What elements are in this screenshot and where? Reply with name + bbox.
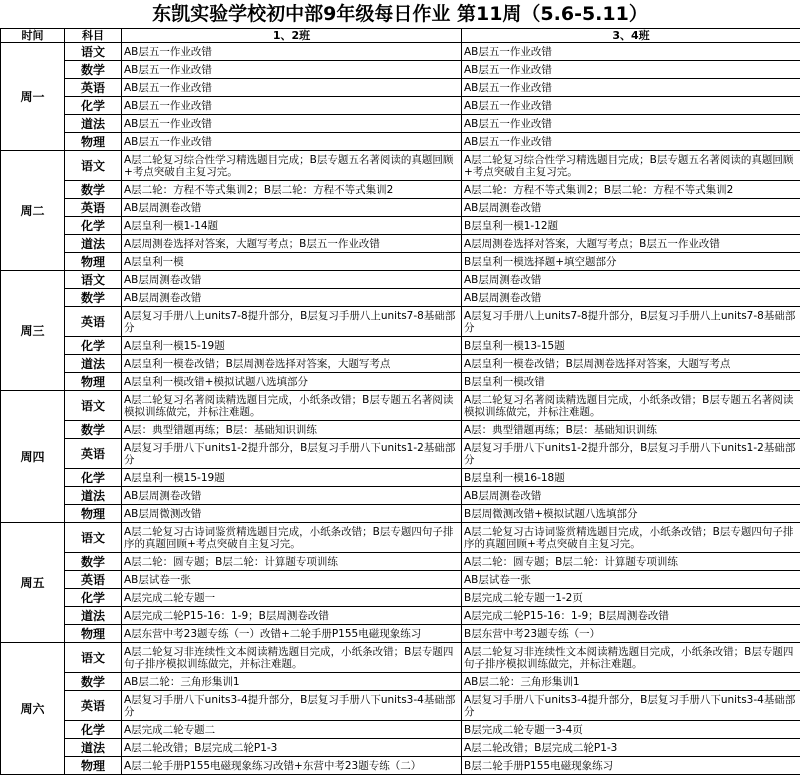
homework-cell-class-3-4: A层复习手册八下units1-2提升部分，B层复习手册八下units1-2基础部分 bbox=[462, 439, 800, 469]
subject-cell: 语文 bbox=[65, 643, 122, 673]
homework-cell-class-1-2: AB层周测卷改错 bbox=[122, 487, 462, 505]
homework-cell-class-3-4: A层二轮复习古诗词鉴赏精选题目完成，小纸条改错；B层专题四句子排序的真题回顾+考点突破自主复习完。 bbox=[462, 523, 800, 553]
day-cell: 周三 bbox=[1, 271, 65, 391]
subject-cell: 语文 bbox=[65, 271, 122, 289]
homework-cell-class-1-2: A层皇利一模1-14题 bbox=[122, 217, 462, 235]
homework-cell-class-3-4: AB层五一作业改错 bbox=[462, 133, 800, 151]
table-row bbox=[1, 673, 800, 691]
table-row bbox=[1, 553, 800, 571]
homework-cell-class-1-2: AB层试卷一张 bbox=[122, 571, 462, 589]
homework-cell-class-3-4: AB层五一作业改错 bbox=[462, 115, 800, 133]
table-row bbox=[1, 133, 800, 151]
subject-cell: 物理 bbox=[65, 373, 122, 391]
table-row bbox=[1, 757, 800, 775]
homework-cell-class-3-4: A层二轮复习综合性学习精选题目完成；B层专题五名著阅读的真题回顾+考点突破自主复习完。 bbox=[462, 151, 800, 181]
homework-cell-class-3-4: B层完成二轮专题一1-2页 bbox=[462, 589, 800, 607]
homework-cell-class-1-2: A层复习手册八下units1-2提升部分，B层复习手册八下units1-2基础部分 bbox=[122, 439, 462, 469]
subject-cell: 物理 bbox=[65, 625, 122, 643]
table-row bbox=[1, 523, 800, 553]
table-row bbox=[1, 571, 800, 589]
subject-cell: 语文 bbox=[65, 43, 122, 61]
day-cell: 周二 bbox=[1, 151, 65, 271]
homework-cell-class-3-4: B层皇利一模16-18题 bbox=[462, 469, 800, 487]
subject-cell: 数学 bbox=[65, 61, 122, 79]
homework-cell-class-1-2: AB层周测卷改错 bbox=[122, 199, 462, 217]
subject-cell: 化学 bbox=[65, 337, 122, 355]
homework-cell-class-1-2: A层复习手册八下units3-4提升部分，B层复习手册八下units3-4基础部分 bbox=[122, 691, 462, 721]
table-row bbox=[1, 721, 800, 739]
homework-cell-class-3-4: B层周微测改错+模拟试题八选填部分 bbox=[462, 505, 800, 523]
subject-cell: 英语 bbox=[65, 571, 122, 589]
homework-cell-class-1-2: A层二轮改错；B层完成二轮P1-3 bbox=[122, 739, 462, 757]
table-row bbox=[1, 307, 800, 337]
subject-cell: 数学 bbox=[65, 553, 122, 571]
subject-cell: 道法 bbox=[65, 355, 122, 373]
homework-cell-class-1-2: A层皇利一模改错+模拟试题八选填部分 bbox=[122, 373, 462, 391]
homework-cell-class-1-2: A层二轮手册P155电磁现象练习改错+东营中考23题专练（二） bbox=[122, 757, 462, 775]
table-row bbox=[1, 115, 800, 133]
homework-cell-class-3-4: B层完成二轮专题一3-4页 bbox=[462, 721, 800, 739]
homework-cell-class-1-2: A层二轮：圆专题；B层二轮：计算题专项训练 bbox=[122, 553, 462, 571]
homework-cell-class-1-2: AB层周测卷改错 bbox=[122, 271, 462, 289]
table-row bbox=[1, 391, 800, 421]
homework-cell-class-3-4: A层完成二轮P15-16：1-9；B层周测卷改错 bbox=[462, 607, 800, 625]
header-time: 时间 bbox=[1, 29, 65, 43]
homework-cell-class-3-4: AB层周测卷改错 bbox=[462, 271, 800, 289]
subject-cell: 道法 bbox=[65, 487, 122, 505]
table-row bbox=[1, 97, 800, 115]
subject-cell: 物理 bbox=[65, 253, 122, 271]
homework-cell-class-1-2: AB层五一作业改错 bbox=[122, 97, 462, 115]
homework-cell-class-1-2: A层二轮：方程不等式集训2；B层二轮：方程不等式集训2 bbox=[122, 181, 462, 199]
homework-cell-class-3-4: B层东营中考23题专练（一） bbox=[462, 625, 800, 643]
homework-cell-class-3-4: AB层五一作业改错 bbox=[462, 97, 800, 115]
subject-cell: 语文 bbox=[65, 523, 122, 553]
homework-cell-class-1-2: A层东营中考23题专练（一）改错+二轮手册P155电磁现象练习 bbox=[122, 625, 462, 643]
homework-cell-class-3-4: AB层二轮：三角形集训1 bbox=[462, 673, 800, 691]
homework-cell-class-1-2: AB层周微测改错 bbox=[122, 505, 462, 523]
homework-cell-class-3-4: A层：典型错题再练；B层：基础知识训练 bbox=[462, 421, 800, 439]
homework-cell-class-1-2: A层皇利一模卷改错；B层周测卷选择对答案，大题写考点 bbox=[122, 355, 462, 373]
table-row bbox=[1, 289, 800, 307]
header-subject: 科目 bbox=[65, 29, 122, 43]
subject-cell: 化学 bbox=[65, 217, 122, 235]
subject-cell: 化学 bbox=[65, 469, 122, 487]
table-row bbox=[1, 505, 800, 523]
subject-cell: 数学 bbox=[65, 421, 122, 439]
homework-cell-class-1-2: A层二轮复习综合性学习精选题目完成；B层专题五名著阅读的真题回顾+考点突破自主复习完。 bbox=[122, 151, 462, 181]
table-row bbox=[1, 79, 800, 97]
homework-cell-class-3-4: A层二轮复习非连续性文本阅读精选题目完成，小纸条改错；B层专题四句子排序模拟训练做完，并标注难题。 bbox=[462, 643, 800, 673]
header-class-1-2: 1、2班 bbox=[122, 29, 462, 43]
table-row bbox=[1, 355, 800, 373]
homework-cell-class-3-4: A层复习手册八上units7-8提升部分，B层复习手册八上units7-8基础部分 bbox=[462, 307, 800, 337]
subject-cell: 化学 bbox=[65, 97, 122, 115]
table-row bbox=[1, 373, 800, 391]
homework-cell-class-1-2: A层完成二轮专题二 bbox=[122, 721, 462, 739]
subject-cell: 道法 bbox=[65, 115, 122, 133]
homework-cell-class-1-2: A层二轮复习名著阅读精选题目完成，小纸条改错；B层专题五名著阅读模拟训练做完，并标注难题。 bbox=[122, 391, 462, 421]
table-row bbox=[1, 181, 800, 199]
subject-cell: 英语 bbox=[65, 79, 122, 97]
table-row bbox=[1, 739, 800, 757]
homework-cell-class-3-4: A层皇利一模卷改错；B层周测卷选择对答案，大题写考点 bbox=[462, 355, 800, 373]
table-row bbox=[1, 217, 800, 235]
table-row bbox=[1, 421, 800, 439]
table-row bbox=[1, 151, 800, 181]
homework-cell-class-1-2: AB层五一作业改错 bbox=[122, 79, 462, 97]
table-row bbox=[1, 589, 800, 607]
homework-cell-class-1-2: AB层五一作业改错 bbox=[122, 133, 462, 151]
homework-cell-class-3-4: A层复习手册八下units3-4提升部分，B层复习手册八下units3-4基础部分 bbox=[462, 691, 800, 721]
day-cell: 周一 bbox=[1, 43, 65, 151]
table-row bbox=[1, 43, 800, 61]
homework-cell-class-1-2: A层：典型错题再练；B层：基础知识训练 bbox=[122, 421, 462, 439]
table-body bbox=[1, 43, 800, 775]
homework-cell-class-3-4: AB层周测卷改错 bbox=[462, 487, 800, 505]
day-cell: 周六 bbox=[1, 643, 65, 775]
homework-cell-class-3-4: AB层五一作业改错 bbox=[462, 79, 800, 97]
homework-cell-class-3-4: AB层五一作业改错 bbox=[462, 43, 800, 61]
homework-cell-class-1-2: A层完成二轮P15-16：1-9；B层周测卷改错 bbox=[122, 607, 462, 625]
homework-cell-class-1-2: A层复习手册八上units7-8提升部分，B层复习手册八上units7-8基础部分 bbox=[122, 307, 462, 337]
subject-cell: 道法 bbox=[65, 739, 122, 757]
homework-cell-class-1-2: A层皇利一模 bbox=[122, 253, 462, 271]
subject-cell: 物理 bbox=[65, 133, 122, 151]
table-row bbox=[1, 607, 800, 625]
homework-cell-class-3-4: A层二轮：方程不等式集训2；B层二轮：方程不等式集训2 bbox=[462, 181, 800, 199]
homework-cell-class-1-2: AB层五一作业改错 bbox=[122, 43, 462, 61]
subject-cell: 英语 bbox=[65, 307, 122, 337]
homework-cell-class-3-4: AB层周测卷改错 bbox=[462, 199, 800, 217]
homework-cell-class-1-2: AB层二轮：三角形集训1 bbox=[122, 673, 462, 691]
table-row bbox=[1, 691, 800, 721]
table-row bbox=[1, 487, 800, 505]
homework-cell-class-3-4: B层二轮手册P155电磁现象练习 bbox=[462, 757, 800, 775]
subject-cell: 化学 bbox=[65, 589, 122, 607]
homework-cell-class-1-2: A层周测卷选择对答案，大题写考点；B层五一作业改错 bbox=[122, 235, 462, 253]
homework-cell-class-3-4: A层二轮：圆专题；B层二轮：计算题专项训练 bbox=[462, 553, 800, 571]
homework-cell-class-1-2: A层二轮复习非连续性文本阅读精选题目完成，小纸条改错；B层专题四句子排序模拟训练做完，并标注难题。 bbox=[122, 643, 462, 673]
subject-cell: 英语 bbox=[65, 439, 122, 469]
subject-cell: 数学 bbox=[65, 181, 122, 199]
table-row bbox=[1, 469, 800, 487]
homework-cell-class-3-4: B层皇利一模1-12题 bbox=[462, 217, 800, 235]
table-row bbox=[1, 439, 800, 469]
subject-cell: 物理 bbox=[65, 505, 122, 523]
page-title: 东凯实验学校初中部9年级每日作业 第11周（5.6-5.11） bbox=[0, 0, 800, 28]
header-class-3-4: 3、4班 bbox=[462, 29, 800, 43]
subject-cell: 语文 bbox=[65, 391, 122, 421]
homework-cell-class-1-2: AB层五一作业改错 bbox=[122, 61, 462, 79]
subject-cell: 道法 bbox=[65, 607, 122, 625]
table-row bbox=[1, 253, 800, 271]
homework-cell-class-1-2: A层皇利一模15-19题 bbox=[122, 337, 462, 355]
subject-cell: 数学 bbox=[65, 289, 122, 307]
table-row bbox=[1, 337, 800, 355]
subject-cell: 语文 bbox=[65, 151, 122, 181]
subject-cell: 英语 bbox=[65, 691, 122, 721]
homework-cell-class-3-4: AB层试卷一张 bbox=[462, 571, 800, 589]
homework-cell-class-1-2: AB层五一作业改错 bbox=[122, 115, 462, 133]
homework-cell-class-1-2: A层皇利一模15-19题 bbox=[122, 469, 462, 487]
table-row bbox=[1, 61, 800, 79]
homework-cell-class-3-4: A层二轮改错；B层完成二轮P1-3 bbox=[462, 739, 800, 757]
subject-cell: 道法 bbox=[65, 235, 122, 253]
homework-cell-class-3-4: B层皇利一模13-15题 bbox=[462, 337, 800, 355]
homework-cell-class-3-4: B层皇利一模选择题+填空题部分 bbox=[462, 253, 800, 271]
homework-cell-class-3-4: A层周测卷选择对答案，大题写考点；B层五一作业改错 bbox=[462, 235, 800, 253]
header-row bbox=[1, 29, 800, 43]
homework-table bbox=[0, 28, 800, 775]
subject-cell: 数学 bbox=[65, 673, 122, 691]
subject-cell: 化学 bbox=[65, 721, 122, 739]
table-row bbox=[1, 235, 800, 253]
table-row bbox=[1, 199, 800, 217]
table-row bbox=[1, 271, 800, 289]
subject-cell: 物理 bbox=[65, 757, 122, 775]
day-cell: 周五 bbox=[1, 523, 65, 643]
homework-cell-class-3-4: B层皇利一模改错 bbox=[462, 373, 800, 391]
homework-cell-class-1-2: A层二轮复习古诗词鉴赏精选题目完成，小纸条改错；B层专题四句子排序的真题回顾+考点突破自主复习完。 bbox=[122, 523, 462, 553]
homework-cell-class-3-4: A层二轮复习名著阅读精选题目完成，小纸条改错；B层专题五名著阅读模拟训练做完，并标注难题。 bbox=[462, 391, 800, 421]
homework-cell-class-1-2: AB层周测卷改错 bbox=[122, 289, 462, 307]
homework-cell-class-3-4: AB层五一作业改错 bbox=[462, 61, 800, 79]
table-row bbox=[1, 625, 800, 643]
subject-cell: 英语 bbox=[65, 199, 122, 217]
homework-cell-class-1-2: A层完成二轮专题一 bbox=[122, 589, 462, 607]
table-row bbox=[1, 643, 800, 673]
homework-cell-class-3-4: AB层周测卷改错 bbox=[462, 289, 800, 307]
day-cell: 周四 bbox=[1, 391, 65, 523]
